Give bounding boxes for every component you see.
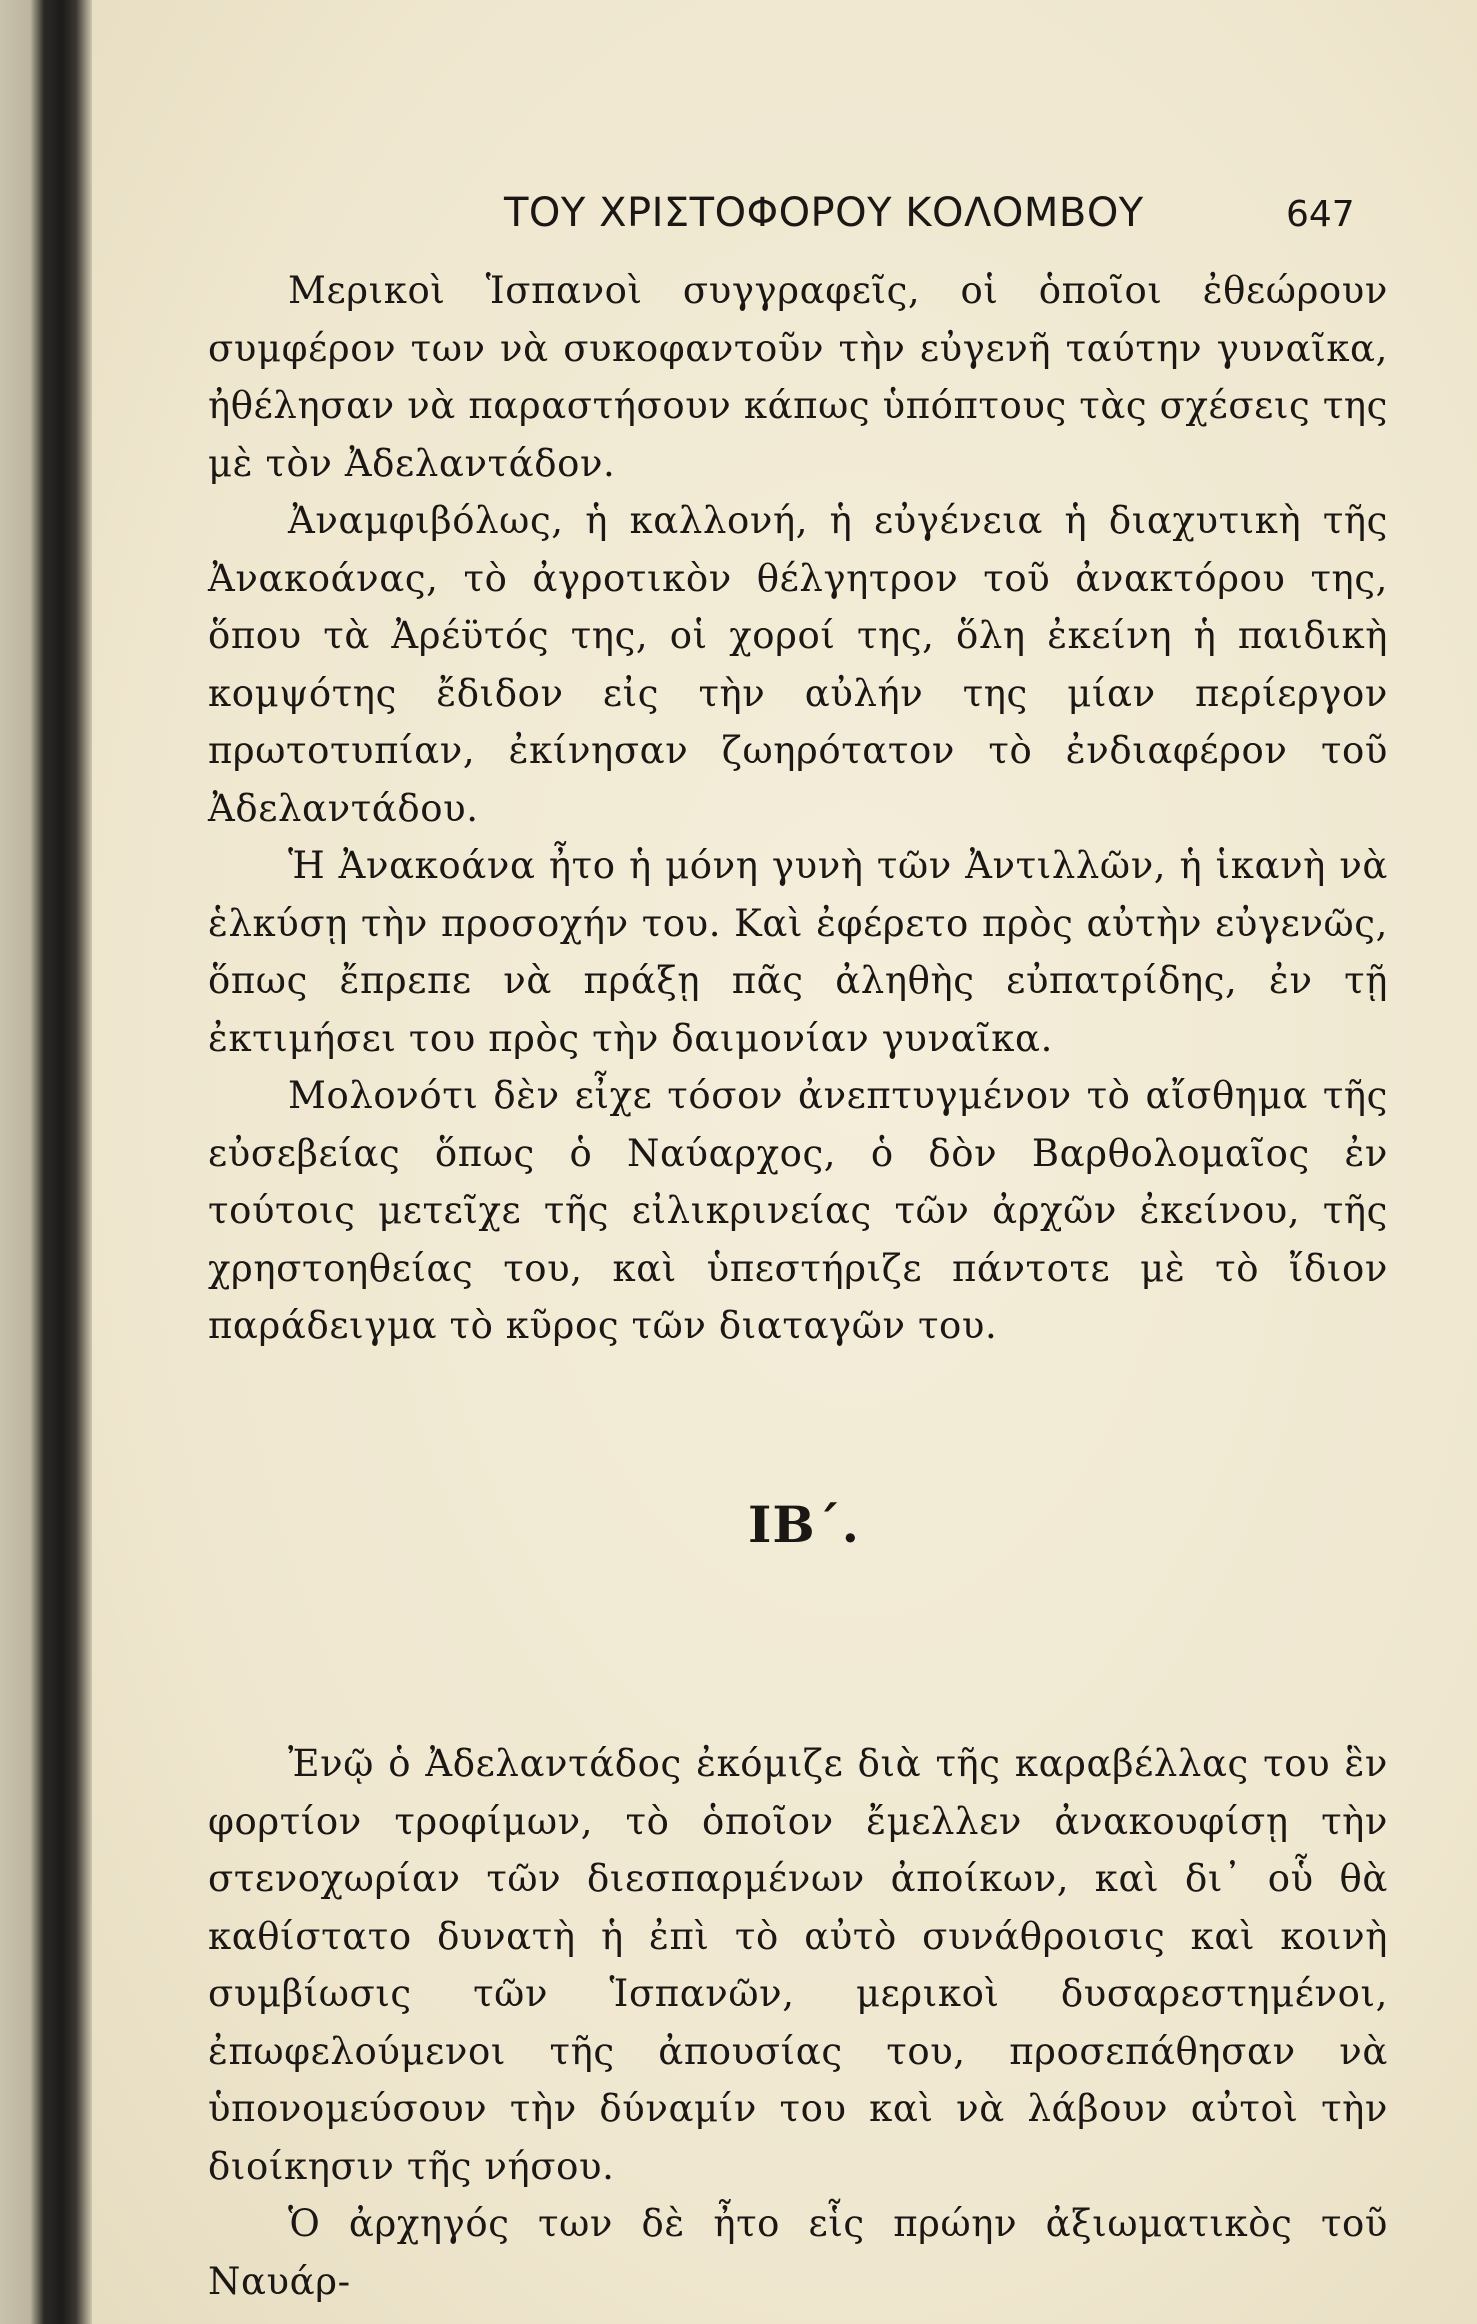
paragraph: Ἀναμφιβόλως, ἡ καλλονή, ἡ εὐγένεια ἡ διαχυτικὴ τῆς Ἀνακοάνας, τὸ ἀγροτικὸν θέλγητρον τοῦ ἀνακτόρου της, ὅπου τὰ Ἀρέϋτός της, οἱ χοροί της, ὅλη ἐκείνη ἡ παιδικὴ κομψότης ἔδιδον εἰς τὴν αὐλήν της μίαν περίεργον πρωτοτυπίαν, ἐκίνησαν ζωηρότατον τὸ ἐνδιαφέρον τοῦ Ἀδελαντάδου. [208, 499, 1388, 830]
paragraph: Μολονότι δὲν εἶχε τόσον ἀνεπτυγμένον τὸ αἴσθημα τῆς εὐσεβείας ὅπως ὁ Ναύαρχος, ὁ δὸν Βαρθολομαῖος ἐν τούτοις μετεῖχε τῆς εἰλικρινείας τῶν ἀρχῶν ἐκείνου, τῆς χρηστοηθείας του, καὶ ὑπεστήριζε πάντοτε μὲ τὸ ἴδιον παράδειγμα τὸ κῦρος τῶν διαταγῶν του. [208, 1074, 1388, 1347]
text-section-2 [208, 1735, 1388, 2310]
paragraph: Ὁ ἀρχηγός των δὲ ἦτο εἷς πρώην ἀξιωματικὸς τοῦ Ναυάρ- [208, 2202, 1388, 2303]
paragraph: Μερικοὶ Ἱσπανοὶ συγγραφεῖς, οἱ ὁποῖοι ἐθεώρουν συμφέρον των νὰ συκοφαντοῦν τὴν εὐγενῆ ταύτην γυναῖκα, ἠθέλησαν νὰ παραστήσουν κάπως ὑπόπτους τὰς σχέσεις της μὲ τὸν Ἀδελαντάδον. [208, 269, 1388, 485]
running-head [208, 190, 1388, 260]
chapter-heading: ΙΒ΄. [748, 1495, 861, 1554]
paragraph: Ἡ Ἀνακοάνα ἦτο ἡ μόνη γυνὴ τῶν Ἀντιλλῶν, ἡ ἱκανὴ νὰ ἑλκύσῃ τὴν προσοχήν του. Καὶ ἐφέρετο πρὸς αὐτὴν εὐγενῶς, ὅπως ἔπρεπε νὰ πράξῃ πᾶς ἀληθὴς εὐπατρίδης, ἐν τῇ ἐκτιμήσει του πρὸς τὴν δαιμονίαν γυναῖκα. [208, 844, 1388, 1060]
paragraph: Ἐνῷ ὁ Ἀδελαντάδος ἐκόμιζε διὰ τῆς καραβέλλας του ἓν φορτίον τροφίμων, τὸ ὁποῖον ἔμελλεν ἀνακουφίσῃ τὴν στενοχωρίαν τῶν διεσπαρμένων ἀποίκων, καὶ δι᾽ οὗ θὰ καθίστατο δυνατὴ ἡ ἐπὶ τὸ αὐτὸ συνάθροισις καὶ κοινὴ συμβίωσις τῶν Ἱσπανῶν, μερικοὶ δυσαρεστημένοι, ἐπωφελούμενοι τῆς ἀπουσίας του, προσεπάθησαν νὰ ὑπονομεύσουν τὴν δύναμίν του καὶ νὰ λάβουν αὐτοὶ τὴν διοίκησιν τῆς νήσου. [208, 1742, 1388, 2188]
page-content [208, 190, 1388, 2303]
page-number: 647 [1286, 194, 1355, 235]
running-title: ΤΟΥ ΧΡΙΣΤΟΦΟΡΟΥ ΚΟΛΟΜΒΟΥ [504, 190, 1144, 236]
book-spine-shadow [0, 0, 92, 2324]
text-section-1 [208, 262, 1388, 1355]
